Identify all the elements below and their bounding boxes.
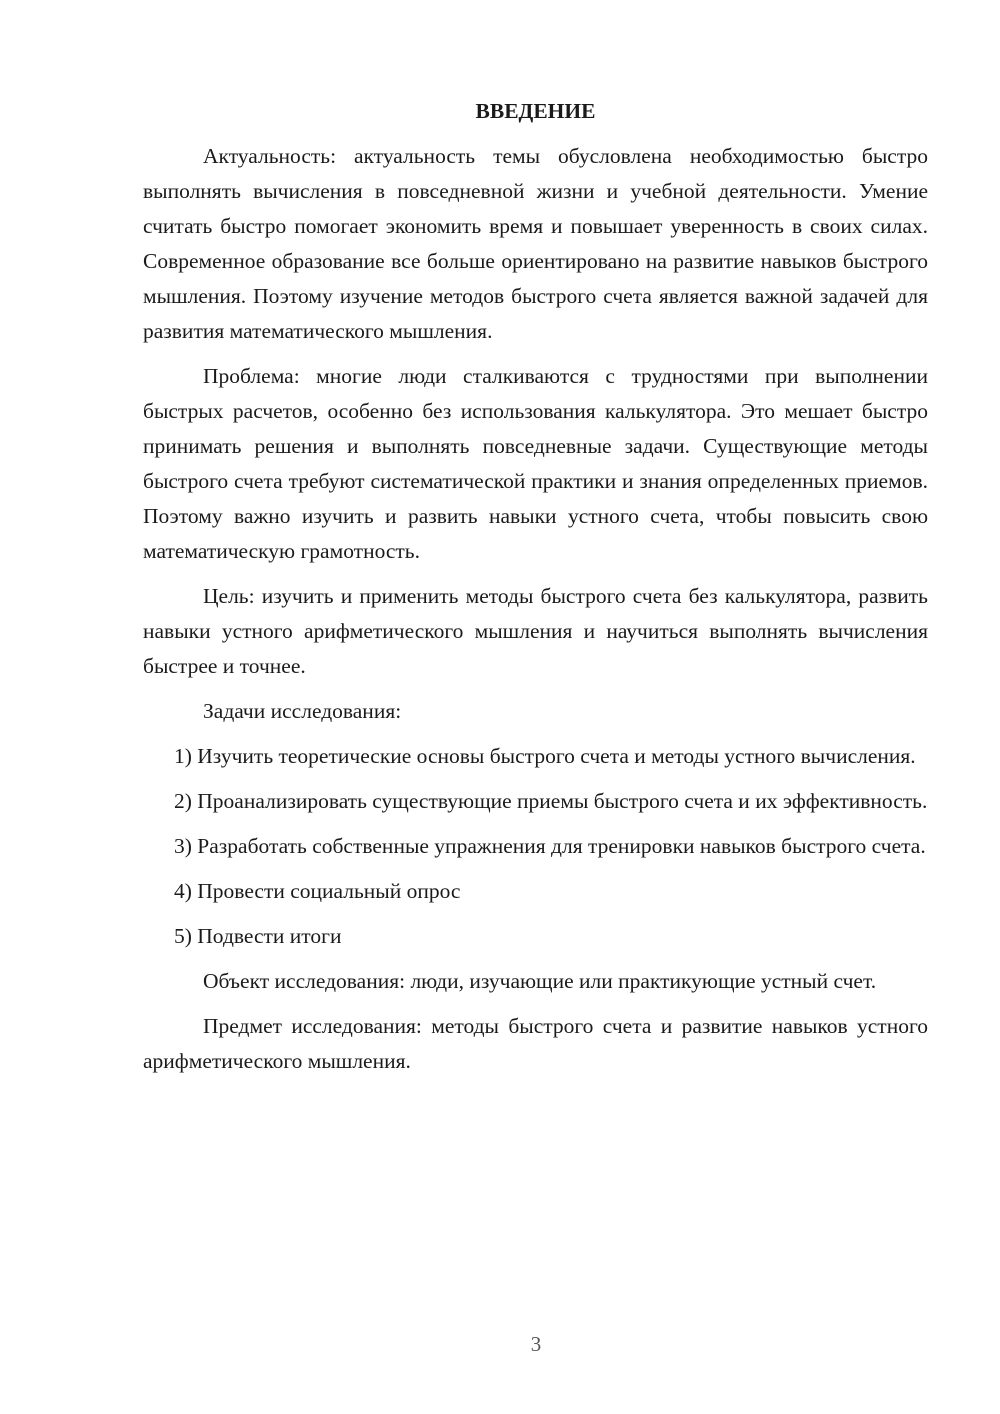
object-paragraph: Объект исследования: люди, изучающие или практикующие устный счет. (203, 969, 877, 993)
page-title: ВВЕДЕНИЕ (475, 99, 596, 123)
page-number: 3 (530, 1332, 542, 1356)
task-item-1: 1) Изучить теоретические основы быстрого счета и методы устного вычисления. (174, 744, 916, 768)
task-item-2: 2) Проанализировать существующие приемы быстрого счета и их эффективность. (174, 789, 928, 813)
tasks-heading: Задачи исследования: (203, 699, 402, 723)
goal-paragraph: Цель: изучить и применить методы быстрого счета без калькулятора, развить навыки устного арифметического мышления и научиться выполнять вычисления быстрее и точнее. (143, 584, 928, 678)
task-item-5: 5) Подвести итоги (174, 924, 342, 948)
task-item-4: 4) Провести социальный опрос (174, 879, 461, 903)
page-content (143, 94, 928, 1089)
subject-paragraph: Предмет исследования: методы быстрого счета и развитие навыков устного арифметического мышления. (143, 1014, 928, 1073)
relevance-paragraph: Актуальность: актуальность темы обусловлена необходимостью быстро выполнять вычисления в повседневной жизни и учебной деятельности. Умение считать быстро помогает экономить время и повышает уверенность в своих силах. Современное образование все больше ориентировано на развитие навыков быстрого мышления. Поэтому изучение методов быстрого счета является важной задачей для развития математического мышления. (143, 144, 928, 343)
problem-paragraph: Проблема: многие люди сталкиваются с трудностями при выполнении быстрых расчетов, особенно без использования калькулятора. Это мешает быстро принимать решения и выполнять повседневные задачи. Существующие методы быстрого счета требуют систематической практики и знания определенных приемов. Поэтому важно изучить и развить навыки устного счета, чтобы повысить свою математическую грамотность. (143, 364, 928, 563)
task-item-3: 3) Разработать собственные упражнения для тренировки навыков быстрого счета. (174, 834, 926, 858)
tasks-list (143, 739, 928, 954)
